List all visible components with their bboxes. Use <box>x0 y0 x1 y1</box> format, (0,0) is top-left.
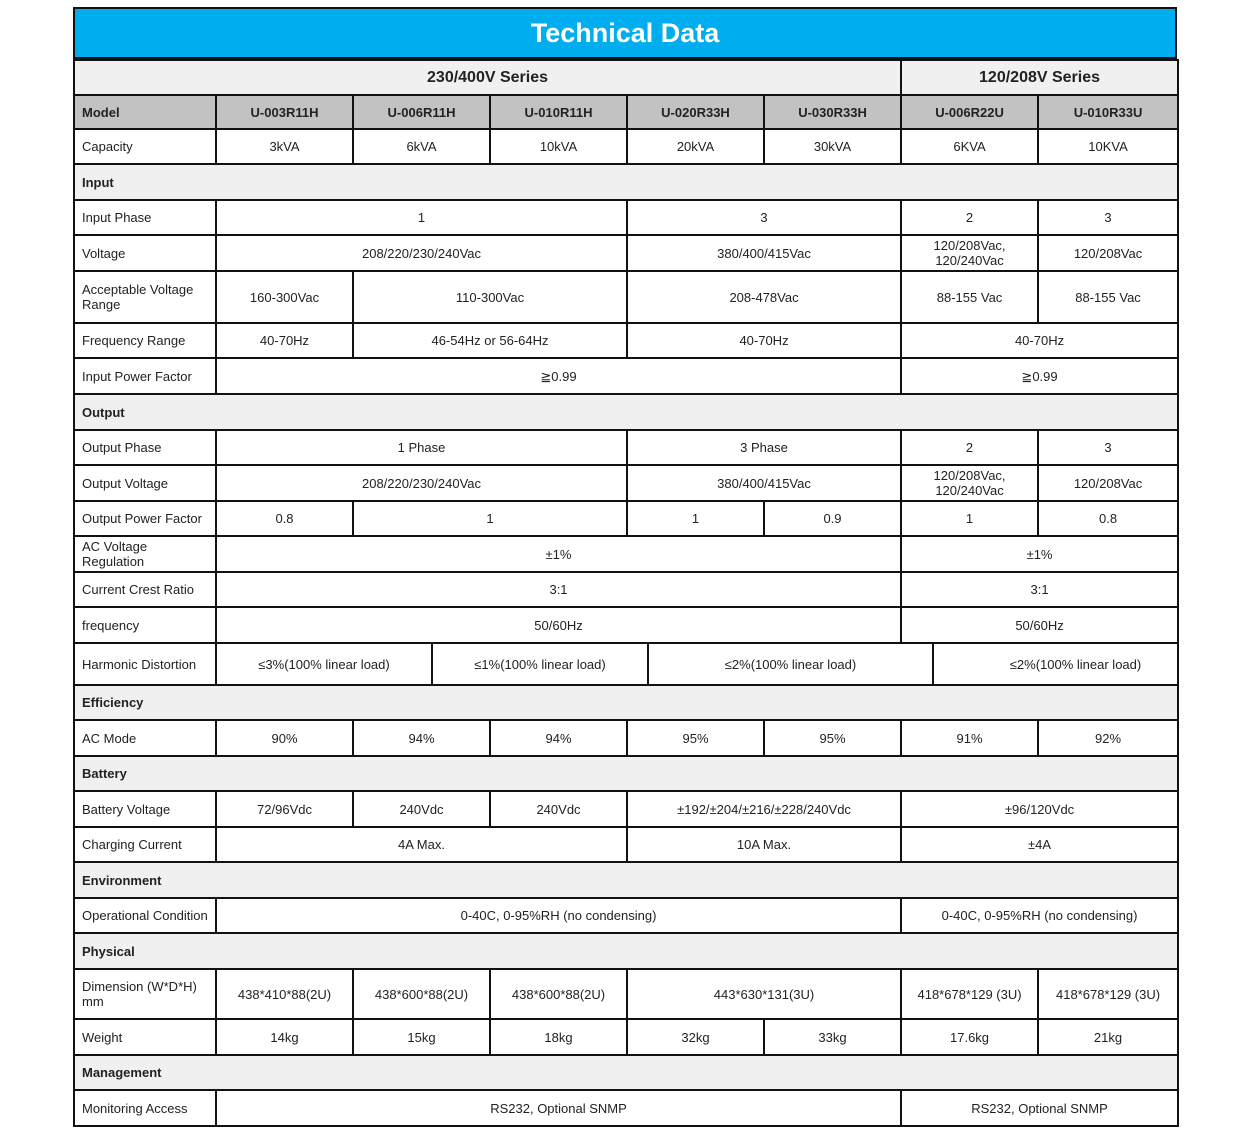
spec-value: 208/220/230/240Vac <box>216 235 627 271</box>
spec-value: 50/60Hz <box>216 607 901 643</box>
series-header-cell: 230/400V Series <box>74 60 901 95</box>
spec-value: 95% <box>764 720 901 756</box>
spec-value: 3:1 <box>901 572 1178 607</box>
spec-value: 18kg <box>490 1019 627 1055</box>
spec-row <box>74 235 1178 271</box>
model-name: U-006R11H <box>353 95 490 129</box>
row-label: Charging Current <box>74 827 216 862</box>
spec-value: ≤3%(100% linear load) <box>217 644 432 684</box>
spec-value: ±4A <box>901 827 1178 862</box>
row-label: Dimension (W*D*H) mm <box>74 969 216 1019</box>
spec-row <box>74 465 1178 501</box>
spec-value: 208-478Vac <box>627 271 901 323</box>
title-banner <box>73 7 1177 59</box>
spec-row <box>74 200 1178 235</box>
spec-value: 0.9 <box>764 501 901 536</box>
spec-value: 88-155 Vac <box>901 271 1038 323</box>
spec-value: 1 <box>216 200 627 235</box>
spec-value: 14kg <box>216 1019 353 1055</box>
spec-value: 17.6kg <box>901 1019 1038 1055</box>
model-name: U-003R11H <box>216 95 353 129</box>
spec-value: 32kg <box>627 1019 764 1055</box>
spec-value: 418*678*129 (3U) <box>901 969 1038 1019</box>
spec-value: 46-54Hz or 56-64Hz <box>353 323 627 358</box>
spec-value: 3kVA <box>216 129 353 164</box>
section-heading: Battery <box>74 756 1178 791</box>
spec-value: 40-70Hz <box>216 323 353 358</box>
spec-value: 120/208Vac, 120/240Vac <box>901 465 1038 501</box>
model-name: U-020R33H <box>627 95 764 129</box>
section-row <box>74 756 1178 791</box>
spec-row <box>74 969 1178 1019</box>
spec-table <box>73 59 1179 1127</box>
spec-value: ≧0.99 <box>216 358 901 394</box>
model-name: U-006R22U <box>901 95 1038 129</box>
model-name: U-010R11H <box>490 95 627 129</box>
section-heading: Environment <box>74 862 1178 898</box>
spec-value: 418*678*129 (3U) <box>1038 969 1178 1019</box>
page-title: Technical Data <box>530 17 720 48</box>
spec-value: ≤2%(100% linear load) <box>648 644 933 684</box>
spec-value: 380/400/415Vac <box>627 465 901 501</box>
spec-value: 6KVA <box>901 129 1038 164</box>
spec-value: 3 <box>1038 430 1178 465</box>
spec-value: 4A Max. <box>216 827 627 862</box>
spec-value: ±1% <box>216 536 901 572</box>
model-header-row <box>74 95 1178 129</box>
spec-value: 1 Phase <box>216 430 627 465</box>
spec-row <box>74 1090 1178 1126</box>
spec-value: 3 <box>627 200 901 235</box>
spec-value: 0-40C, 0-95%RH (no condensing) <box>901 898 1178 933</box>
spec-value: ±192/±204/±216/±228/240Vdc <box>627 791 901 827</box>
section-heading: Physical <box>74 933 1178 969</box>
series-header-row <box>74 60 1178 95</box>
split-inner-table <box>217 644 1178 684</box>
spec-row <box>74 572 1178 607</box>
spec-value: ≧0.99 <box>901 358 1178 394</box>
spec-value: RS232, Optional SNMP <box>901 1090 1178 1126</box>
spec-value: 33kg <box>764 1019 901 1055</box>
spec-value: 443*630*131(3U) <box>627 969 901 1019</box>
section-row <box>74 1055 1178 1090</box>
row-label: AC Mode <box>74 720 216 756</box>
spec-value: ≤2%(100% linear load) <box>933 644 1178 684</box>
row-label: AC Voltage Regulation <box>74 536 216 572</box>
spec-value: 1 <box>353 501 627 536</box>
spec-value: 120/208Vac <box>1038 465 1178 501</box>
section-heading: Management <box>74 1055 1178 1090</box>
spec-value: 10kVA <box>490 129 627 164</box>
spec-value: 50/60Hz <box>901 607 1178 643</box>
spec-row <box>74 358 1178 394</box>
row-label: Frequency Range <box>74 323 216 358</box>
spec-value: 92% <box>1038 720 1178 756</box>
series-header-cell: 120/208V Series <box>901 60 1178 95</box>
spec-value: 438*600*88(2U) <box>490 969 627 1019</box>
spec-value: 1 <box>627 501 764 536</box>
spec-value: 2 <box>901 200 1038 235</box>
spec-value: 438*410*88(2U) <box>216 969 353 1019</box>
spec-value: 208/220/230/240Vac <box>216 465 627 501</box>
section-heading: Efficiency <box>74 685 1178 720</box>
spec-value: 88-155 Vac <box>1038 271 1178 323</box>
spec-value: ≤1%(100% linear load) <box>432 644 648 684</box>
model-name: U-030R33H <box>764 95 901 129</box>
spec-row <box>74 607 1178 643</box>
spec-value: 2 <box>901 430 1038 465</box>
spec-value: 160-300Vac <box>216 271 353 323</box>
spec-row <box>74 323 1178 358</box>
row-label: Monitoring Access <box>74 1090 216 1126</box>
row-label: Capacity <box>74 129 216 164</box>
spec-row <box>74 791 1178 827</box>
row-label: Weight <box>74 1019 216 1055</box>
spec-value: 120/208Vac, 120/240Vac <box>901 235 1038 271</box>
model-label: Model <box>74 95 216 129</box>
spec-row <box>74 720 1178 756</box>
row-label: Operational Condition <box>74 898 216 933</box>
row-label: Output Power Factor <box>74 501 216 536</box>
spec-row <box>74 536 1178 572</box>
spec-row <box>74 501 1178 536</box>
split-cell-group <box>216 643 1178 685</box>
spec-value: 90% <box>216 720 353 756</box>
row-label: Battery Voltage <box>74 791 216 827</box>
section-heading: Input <box>74 164 1178 200</box>
spec-value: 0.8 <box>216 501 353 536</box>
row-label: Output Phase <box>74 430 216 465</box>
section-row <box>74 685 1178 720</box>
spec-value: 240Vdc <box>490 791 627 827</box>
spec-value: 120/208Vac <box>1038 235 1178 271</box>
spec-value: 20kVA <box>627 129 764 164</box>
spec-value: 94% <box>353 720 490 756</box>
spec-value: 3 <box>1038 200 1178 235</box>
spec-value: 6kVA <box>353 129 490 164</box>
model-name: U-010R33U <box>1038 95 1178 129</box>
row-label: Current Crest Ratio <box>74 572 216 607</box>
spec-value: 3:1 <box>216 572 901 607</box>
spec-value: 91% <box>901 720 1038 756</box>
spec-value: 0-40C, 0-95%RH (no condensing) <box>216 898 901 933</box>
spec-value: 94% <box>490 720 627 756</box>
spec-value: 72/96Vdc <box>216 791 353 827</box>
spec-value: 10A Max. <box>627 827 901 862</box>
spec-value: 95% <box>627 720 764 756</box>
section-row <box>74 862 1178 898</box>
spec-value: ±1% <box>901 536 1178 572</box>
spec-value: RS232, Optional SNMP <box>216 1090 901 1126</box>
spec-value: 21kg <box>1038 1019 1178 1055</box>
spec-row <box>74 1019 1178 1055</box>
spec-value: 40-70Hz <box>901 323 1178 358</box>
spec-value: 240Vdc <box>353 791 490 827</box>
technical-data-sheet <box>73 7 1177 1127</box>
spec-value: 15kg <box>353 1019 490 1055</box>
section-row <box>74 164 1178 200</box>
row-label: Input Power Factor <box>74 358 216 394</box>
row-label: Input Phase <box>74 200 216 235</box>
row-label: frequency <box>74 607 216 643</box>
spec-row <box>74 827 1178 862</box>
spec-value: 438*600*88(2U) <box>353 969 490 1019</box>
section-heading: Output <box>74 394 1178 430</box>
row-label: Voltage <box>74 235 216 271</box>
row-label: Acceptable Voltage Range <box>74 271 216 323</box>
spec-row <box>74 898 1178 933</box>
spec-value: 380/400/415Vac <box>627 235 901 271</box>
spec-value: ±96/120Vdc <box>901 791 1178 827</box>
row-label: Output Voltage <box>74 465 216 501</box>
spec-value: 3 Phase <box>627 430 901 465</box>
spec-value: 0.8 <box>1038 501 1178 536</box>
row-label: Harmonic Distortion <box>74 643 216 685</box>
section-row <box>74 394 1178 430</box>
spec-value: 10KVA <box>1038 129 1178 164</box>
spec-row <box>74 430 1178 465</box>
spec-value: 40-70Hz <box>627 323 901 358</box>
section-row <box>74 933 1178 969</box>
spec-value: 110-300Vac <box>353 271 627 323</box>
spec-row <box>74 129 1178 164</box>
spec-value: 1 <box>901 501 1038 536</box>
spec-row <box>74 271 1178 323</box>
spec-row <box>74 643 1178 685</box>
spec-value: 30kVA <box>764 129 901 164</box>
